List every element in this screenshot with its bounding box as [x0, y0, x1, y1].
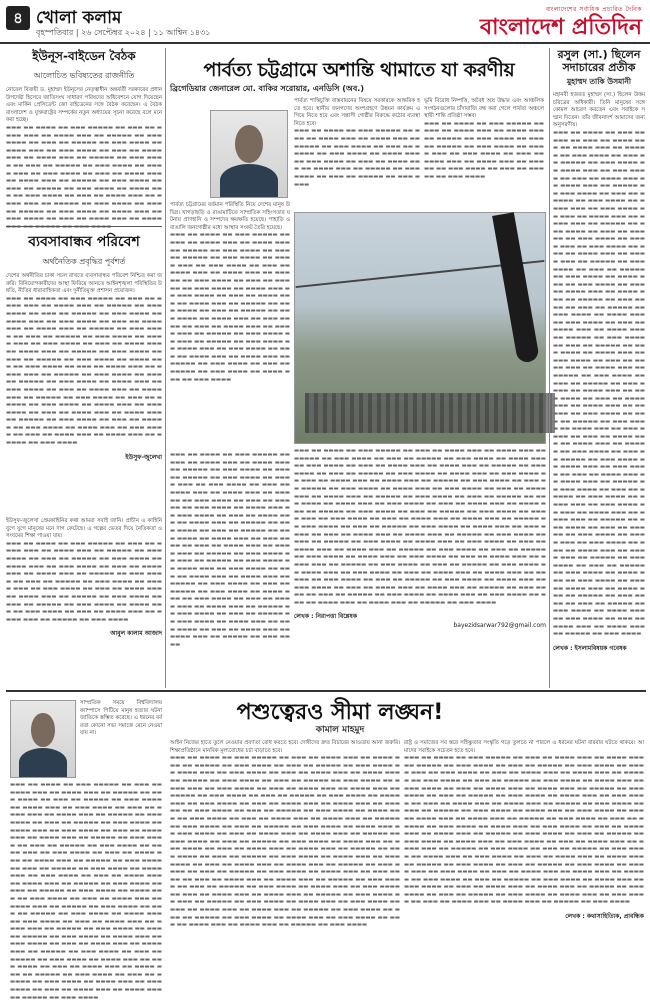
divider [6, 226, 162, 227]
brand-tagline: বাংলাদেশের সর্বাধিক প্রচারিত দৈনিক [545, 6, 642, 13]
lead-headline[interactable]: পার্বত্য চট্টগ্রামে অশান্তি থামাতে যা করণীয় [203, 59, 515, 81]
masthead [0, 0, 650, 44]
lead-author-note: লেখক : নিরাপত্তা বিশ্লেষক [294, 613, 358, 621]
article-prophet-character[interactable] [553, 48, 645, 688]
lead-body-text: পার্বত্য চট্টগ্রামের বর্তমান পরিস্থিতি নিয়ে দেশের মানুষ উদ্বিগ্ন। খাগড়াছড়ি ও রাঙামাটিতে সাম্প্রতিক সহিংসতার ঘটনায় প্রাণহানি ও সম্পদের ক্ষয়ক্ষতি হয়েছে। পাহাড়ি ও বাঙালি জনগোষ্ঠীর মধ্যে আস্থার সংকট তৈরি হয়েছে। [170, 202, 290, 231]
lead-photo [294, 212, 546, 444]
article-body-continued: ▬▬▬ ▬▬ ▬▬▬▬ ▬▬ ▬▬▬ ▬▬▬▬▬ ▬▬ ▬▬▬ ▬▬ ▬▬▬▬ ▬▬▬ ▬▬ ▬▬▬▬ ▬▬▬ ▬▬ ▬▬▬▬▬ ▬▬ ▬▬▬ ▬▬▬▬ ▬▬ ▬▬▬ ▬▬ ▬▬▬▬▬ ▬▬ ▬▬▬ ▬▬▬▬ ▬▬ ▬▬▬▬ ▬▬▬ ▬▬ ▬▬▬ ▬▬▬▬ ▬▬ ▬▬▬ ▬▬ ▬▬▬▬ ▬▬▬ ▬▬ ▬▬▬▬ ▬▬▬ ▬▬ ▬▬▬▬▬ ▬▬ ▬▬▬ ▬▬▬▬ ▬▬ ▬▬▬ ▬▬ ▬▬▬▬▬ ▬▬ ▬▬▬ ▬▬▬▬ ▬▬ ▬▬▬▬ ▬▬▬ ▬▬ ▬▬▬ ▬▬▬▬ ▬▬ ▬▬▬ ▬▬ ▬▬▬▬ ▬▬▬ ▬▬ ▬▬▬▬ ▬▬▬ ▬▬ ▬▬▬▬▬ ▬▬ ▬▬▬ ▬▬▬▬ ▬▬ ▬▬▬ ▬▬ ▬▬▬▬▬ ▬▬ ▬▬▬ ▬▬▬▬ ▬▬ ▬▬▬▬ ▬▬▬ ▬▬ ▬▬▬ ▬▬▬▬ ▬▬ ▬▬▬ ▬▬ ▬▬▬▬ ▬▬▬ ▬▬ ▬▬▬▬ ▬▬▬ ▬▬ ▬▬▬▬▬ ▬▬ ▬▬▬ ▬▬▬▬ ▬▬ ▬▬▬ ▬▬ ▬▬▬▬▬ ▬▬ ▬▬▬ ▬▬▬▬ ▬▬ ▬▬▬▬ ▬▬▬ ▬▬ ▬▬▬ ▬▬▬▬ ▬▬ ▬▬▬ ▬▬ ▬▬▬▬ ▬▬▬ ▬▬ ▬▬▬▬ ▬▬▬ ▬▬ ▬▬▬▬▬ ▬▬ ▬▬▬ ▬▬▬▬ ▬▬ ▬▬▬ ▬▬ ▬▬▬▬▬ ▬▬ ▬▬▬ ▬▬▬▬ ▬▬ ▬▬▬▬ ▬▬▬ ▬▬ ▬▬▬ ▬▬▬▬ ▬▬ ▬▬▬ ▬▬ ▬▬▬▬ ▬▬▬ ▬▬ ▬▬▬▬ ▬▬▬ ▬▬ ▬▬▬▬▬ ▬▬ ▬▬▬ ▬▬▬▬ ▬▬ ▬▬▬ ▬▬ ▬▬▬▬▬ ▬▬ ▬▬▬ ▬▬▬▬ ▬▬ ▬▬▬▬ ▬▬▬ ▬▬ ▬▬▬ ▬▬▬▬ ▬▬ ▬▬▬ ▬▬ ▬▬▬▬ ▬▬▬ ▬▬ ▬▬▬▬ ▬▬▬ ▬▬ ▬▬▬▬▬ ▬▬ ▬▬▬ ▬▬▬▬ [6, 295, 162, 447]
article-body: নোবেল বিজয়ী ড. মুহাম্মদ ইউনূসের নেতৃত্বাধীন অন্তর্বর্তী সরকারের প্রধান উপদেষ্টা হিসেবে জাতিসংঘ সাধারণ পরিষদের অধিবেশনে যোগ দিয়েছেন এবং মার্কিন প্রেসিডেন্ট জো বাইডেনের সঙ্গে বৈঠক করেছেন। এ বৈঠক বাংলাদেশ ও যুক্তরাষ্ট্রের সম্পর্কের নতুন অধ্যায়ের সূচনা করেছে বলে মনে করা হচ্ছে। [6, 87, 162, 124]
article-yusuf-zulekha[interactable] [6, 518, 162, 686]
bottom-body-continued: ▬▬▬ ▬▬ ▬▬▬▬ ▬▬ ▬▬▬ ▬▬▬▬▬ ▬▬ ▬▬▬ ▬▬ ▬▬▬▬ ▬▬▬ ▬▬ ▬▬▬▬ ▬▬▬ ▬▬ ▬▬▬▬▬ ▬▬ ▬▬▬ ▬▬▬▬ ▬▬ ▬▬▬ ▬▬ ▬▬▬▬▬ ▬▬ ▬▬▬ ▬▬▬▬ ▬▬ ▬▬▬▬ ▬▬▬ ▬▬ ▬▬▬ ▬▬▬▬ ▬▬ ▬▬▬ ▬▬ ▬▬▬▬ ▬▬▬ ▬▬ ▬▬▬▬ ▬▬▬ ▬▬ ▬▬▬▬▬ ▬▬ ▬▬▬ ▬▬▬▬ ▬▬ ▬▬▬ ▬▬ ▬▬▬▬▬ ▬▬ ▬▬▬ ▬▬▬▬ ▬▬ ▬▬▬▬ ▬▬▬ ▬▬ ▬▬▬ ▬▬▬▬ ▬▬ ▬▬▬ ▬▬ ▬▬▬▬ ▬▬▬ ▬▬ ▬▬▬▬ ▬▬▬ ▬▬ ▬▬▬▬▬ ▬▬ ▬▬▬ ▬▬▬▬ ▬▬ ▬▬▬ ▬▬ ▬▬▬▬▬ ▬▬ ▬▬▬ ▬▬▬▬ ▬▬ ▬▬▬▬ ▬▬▬ ▬▬ ▬▬▬ ▬▬▬▬ ▬▬ ▬▬▬ ▬▬ ▬▬▬▬ ▬▬▬ ▬▬ ▬▬▬▬ ▬▬▬ ▬▬ ▬▬▬▬▬ ▬▬ ▬▬▬ ▬▬▬▬ ▬▬ ▬▬▬ ▬▬ ▬▬▬▬▬ ▬▬ ▬▬▬ ▬▬▬▬ ▬▬ ▬▬▬▬ ▬▬▬ ▬▬ ▬▬▬ ▬▬▬▬ ▬▬ ▬▬▬ ▬▬ ▬▬▬▬ ▬▬▬ ▬▬ ▬▬▬▬ ▬▬▬ ▬▬ ▬▬▬▬▬ ▬▬ ▬▬▬ ▬▬▬▬ ▬▬ ▬▬▬ ▬▬ ▬▬▬▬▬ ▬▬ ▬▬▬ ▬▬▬▬ ▬▬ ▬▬▬▬ ▬▬▬ ▬▬ ▬▬▬ ▬▬▬▬ ▬▬ ▬▬▬ ▬▬ ▬▬▬▬ ▬▬▬ ▬▬ ▬▬▬▬ ▬▬▬ ▬▬ ▬▬▬▬▬ ▬▬ ▬▬▬ ▬▬▬▬ ▬▬ ▬▬▬ ▬▬ ▬▬▬▬▬ ▬▬ ▬▬▬ ▬▬▬▬ ▬▬ ▬▬▬▬ ▬▬▬ ▬▬ ▬▬▬ ▬▬▬▬ ▬▬ ▬▬▬ ▬▬ ▬▬▬▬ ▬▬▬ ▬▬ ▬▬▬▬ ▬▬▬ ▬▬ ▬▬▬▬▬ ▬▬ ▬▬▬ ▬▬▬▬ ▬▬ ▬▬▬ ▬▬ ▬▬▬▬▬ ▬▬ ▬▬▬ ▬▬▬▬ ▬▬ ▬▬▬▬ ▬▬▬ ▬▬ ▬▬▬ ▬▬▬▬ ▬▬ ▬▬▬ ▬▬ ▬▬▬▬ ▬▬▬ ▬▬ ▬▬▬▬ ▬▬▬ ▬▬ ▬▬▬▬▬ ▬▬ ▬▬▬ ▬▬▬▬ ▬▬ ▬▬▬ ▬▬ ▬▬▬▬▬ ▬▬ ▬▬▬ ▬▬▬▬ ▬▬ ▬▬▬▬ ▬▬▬ ▬▬ ▬▬▬ ▬▬▬▬ ▬▬ ▬▬▬ ▬▬ ▬▬▬▬ ▬▬▬ ▬▬ ▬▬▬▬ ▬▬▬ ▬▬ ▬▬▬▬▬ ▬▬ ▬▬▬ ▬▬▬▬ ▬▬ ▬▬▬ ▬▬ ▬▬▬▬▬ ▬▬ ▬▬▬ ▬▬▬▬ ▬▬ ▬▬▬▬ ▬▬▬ ▬▬ ▬▬▬ ▬▬▬▬ ▬▬ ▬▬▬ ▬▬ ▬▬▬▬ ▬▬▬ ▬▬ ▬▬▬▬ ▬▬▬ ▬▬ ▬▬▬▬▬ ▬▬ ▬▬▬ ▬▬▬▬ ▬▬ ▬▬▬ ▬▬ ▬▬▬▬▬ ▬▬ ▬▬▬ ▬▬▬▬ ▬▬ ▬▬▬▬ ▬▬▬ ▬▬ ▬▬▬ ▬▬▬▬ ▬▬ ▬▬▬ ▬▬ ▬▬▬▬ ▬▬▬ ▬▬ ▬▬▬▬ ▬▬▬ ▬▬ ▬▬▬▬▬ ▬▬ ▬▬▬ ▬▬▬▬ ▬▬ ▬▬▬ ▬▬ ▬▬▬▬▬ ▬▬ ▬▬▬ ▬▬▬▬ ▬▬ ▬▬▬▬ ▬▬▬ ▬▬ ▬▬▬ ▬▬▬▬ ▬▬ ▬▬▬ ▬▬ ▬▬▬▬ ▬▬▬ ▬▬ ▬▬▬▬ ▬▬▬ ▬▬ ▬▬▬▬▬ ▬▬ ▬▬▬ ▬▬▬▬ [170, 755, 400, 929]
issue-date: বৃহস্পতিবার | ২৬ সেপ্টেম্বর ২০২৪ | ১১ আশ্বিন ১৪৩১ [36, 28, 211, 37]
brand-logo[interactable] [480, 4, 642, 41]
lead-body-continued: ▬▬▬ ▬▬ ▬▬▬▬ ▬▬ ▬▬▬ ▬▬▬▬▬ ▬▬ ▬▬▬ ▬▬ ▬▬▬▬ ▬▬▬ ▬▬ ▬▬▬▬ ▬▬▬ ▬▬ ▬▬▬▬▬ ▬▬ ▬▬▬ ▬▬▬▬ ▬▬ ▬▬▬ ▬▬ ▬▬▬▬▬ ▬▬ ▬▬▬ ▬▬▬▬ ▬▬ ▬▬▬▬ ▬▬▬ ▬▬ ▬▬▬ ▬▬▬▬ ▬▬ ▬▬▬ ▬▬ ▬▬▬▬ ▬▬▬ ▬▬ ▬▬▬▬ ▬▬▬ ▬▬ ▬▬▬▬▬ ▬▬ ▬▬▬ ▬▬▬▬ ▬▬ ▬▬▬ ▬▬ ▬▬▬▬▬ ▬▬ ▬▬▬ ▬▬▬▬ ▬▬ ▬▬▬▬ ▬▬▬ ▬▬ ▬▬▬ ▬▬▬▬ ▬▬ ▬▬▬ ▬▬ ▬▬▬▬ ▬▬▬ ▬▬ ▬▬▬▬ ▬▬▬ ▬▬ ▬▬▬▬▬ ▬▬ ▬▬▬ ▬▬▬▬ ▬▬ ▬▬▬ ▬▬ ▬▬▬▬▬ ▬▬ ▬▬▬ ▬▬▬▬ ▬▬ ▬▬▬▬ ▬▬▬ ▬▬ ▬▬▬ ▬▬▬▬ ▬▬ ▬▬▬ ▬▬ ▬▬▬▬ ▬▬▬ ▬▬ ▬▬▬▬ ▬▬▬ ▬▬ ▬▬▬▬▬ ▬▬ ▬▬▬ ▬▬▬▬ ▬▬ ▬▬▬ ▬▬ ▬▬▬▬▬ ▬▬ ▬▬▬ ▬▬▬▬ ▬▬ ▬▬▬▬ ▬▬▬ ▬▬ ▬▬▬ ▬▬▬▬ ▬▬ ▬▬▬ ▬▬ ▬▬▬▬ ▬▬▬ ▬▬ ▬▬▬▬ ▬▬▬ ▬▬ ▬▬▬▬▬ ▬▬ ▬▬▬ ▬▬▬▬ ▬▬ ▬▬▬ ▬▬ ▬▬▬▬▬ ▬▬ ▬▬▬ ▬▬▬▬ ▬▬ ▬▬▬▬ ▬▬▬ ▬▬ ▬▬▬ ▬▬▬▬ ▬▬ ▬▬▬ ▬▬ ▬▬▬▬ ▬▬▬ ▬▬ ▬▬▬▬ ▬▬▬ ▬▬ ▬▬▬▬▬ ▬▬ ▬▬▬ ▬▬▬▬ ▬▬ ▬▬▬ ▬▬ ▬▬▬▬▬ ▬▬ ▬▬▬ ▬▬▬▬ ▬▬ ▬▬▬▬ ▬▬▬ ▬▬ ▬▬▬ ▬▬▬▬ ▬▬ ▬▬▬ ▬▬ ▬▬▬▬ ▬▬▬ ▬▬ ▬▬▬▬ ▬▬▬ ▬▬ ▬▬▬▬▬ ▬▬ ▬▬▬ ▬▬▬▬ ▬▬ ▬▬▬ ▬▬ ▬▬▬▬▬ ▬▬ ▬▬▬ ▬▬▬▬ ▬▬ ▬▬▬▬ ▬▬▬ ▬▬ ▬▬▬ ▬▬▬▬ ▬▬ ▬▬▬ ▬▬ ▬▬▬▬ ▬▬▬ ▬▬ ▬▬▬▬ ▬▬▬ ▬▬ ▬▬▬▬▬ ▬▬ ▬▬▬ ▬▬▬▬ ▬▬ ▬▬▬ ▬▬ ▬▬▬▬▬ ▬▬ ▬▬▬ ▬▬▬▬ ▬▬ ▬▬▬▬ ▬▬▬ ▬▬ ▬▬▬ ▬▬▬▬ ▬▬ ▬▬▬ ▬▬ ▬▬▬▬ ▬▬▬ ▬▬ ▬▬▬▬ ▬▬▬ ▬▬ ▬▬▬▬▬ ▬▬ ▬▬▬ ▬▬▬▬ ▬▬ ▬▬▬ ▬▬ ▬▬▬▬▬ ▬▬ ▬▬▬ ▬▬▬▬ ▬▬ ▬▬▬▬ ▬▬▬ ▬▬ ▬▬▬ ▬▬▬▬ ▬▬ ▬▬▬ ▬▬ ▬▬▬▬ ▬▬▬ ▬▬ ▬▬▬▬ ▬▬▬ ▬▬ ▬▬▬▬▬ ▬▬ ▬▬▬ ▬▬▬▬ ▬▬ ▬▬▬ ▬▬ ▬▬▬▬▬ ▬▬ ▬▬▬ ▬▬▬▬ ▬▬ ▬▬▬▬ ▬▬▬ ▬▬ ▬▬▬ ▬▬▬▬ ▬▬ ▬▬▬ ▬▬ ▬▬▬▬ ▬▬▬ ▬▬ ▬▬▬▬ ▬▬▬ ▬▬ ▬▬▬▬▬ ▬▬ ▬▬▬ ▬▬▬▬ ▬▬ ▬▬▬ ▬▬ ▬▬▬▬▬ ▬▬ ▬▬▬ ▬▬▬▬ ▬▬ ▬▬▬▬ ▬▬▬ ▬▬ ▬▬▬ ▬▬▬▬ ▬▬ ▬▬▬ ▬▬ ▬▬▬▬ ▬▬▬ ▬▬ ▬▬▬▬ ▬▬▬ ▬▬ ▬▬▬▬▬ ▬▬ ▬▬▬ ▬▬▬▬ [294, 448, 546, 606]
bottom-body-text: আইন নিজের হাতে তুলে নেওয়ার প্রবণতা রোধ করতে হবে। দোষীদের দ্রুত বিচারের আওতায় আনা জরুরি। শিক্ষাপ্রতিষ্ঠানে মানবিক মূল্যবোধের চর্চা বাড়াতে হবে। [170, 740, 400, 754]
lead-body-col3-top [424, 98, 544, 208]
column-divider [549, 48, 550, 688]
bottom-body-continued: ▬▬▬ ▬▬ ▬▬▬▬ ▬▬ ▬▬▬ ▬▬▬▬▬ ▬▬ ▬▬▬ ▬▬ ▬▬▬▬ ▬▬▬ ▬▬ ▬▬▬▬ ▬▬▬ ▬▬ ▬▬▬▬▬ ▬▬ ▬▬▬ ▬▬▬▬ ▬▬ ▬▬▬ ▬▬ ▬▬▬▬▬ ▬▬ ▬▬▬ ▬▬▬▬ ▬▬ ▬▬▬▬ ▬▬▬ ▬▬ ▬▬▬ ▬▬▬▬ ▬▬ ▬▬▬ ▬▬ ▬▬▬▬ ▬▬▬ ▬▬ ▬▬▬▬ ▬▬▬ ▬▬ ▬▬▬▬▬ ▬▬ ▬▬▬ ▬▬▬▬ ▬▬ ▬▬▬ ▬▬ ▬▬▬▬▬ ▬▬ ▬▬▬ ▬▬▬▬ ▬▬ ▬▬▬▬ ▬▬▬ ▬▬ ▬▬▬ ▬▬▬▬ ▬▬ ▬▬▬ ▬▬ ▬▬▬▬ ▬▬▬ ▬▬ ▬▬▬▬ ▬▬▬ ▬▬ ▬▬▬▬▬ ▬▬ ▬▬▬ ▬▬▬▬ ▬▬ ▬▬▬ ▬▬ ▬▬▬▬▬ ▬▬ ▬▬▬ ▬▬▬▬ ▬▬ ▬▬▬▬ ▬▬▬ ▬▬ ▬▬▬ ▬▬▬▬ ▬▬ ▬▬▬ ▬▬ ▬▬▬▬ ▬▬▬ ▬▬ ▬▬▬▬ ▬▬▬ ▬▬ ▬▬▬▬▬ ▬▬ ▬▬▬ ▬▬▬▬ ▬▬ ▬▬▬ ▬▬ ▬▬▬▬▬ ▬▬ ▬▬▬ ▬▬▬▬ ▬▬ ▬▬▬▬ ▬▬▬ ▬▬ ▬▬▬ ▬▬▬▬ ▬▬ ▬▬▬ ▬▬ ▬▬▬▬ ▬▬▬ ▬▬ ▬▬▬▬ ▬▬▬ ▬▬ ▬▬▬▬▬ ▬▬ ▬▬▬ ▬▬▬▬ ▬▬ ▬▬▬ ▬▬ ▬▬▬▬▬ ▬▬ ▬▬▬ ▬▬▬▬ ▬▬ ▬▬▬▬ ▬▬▬ ▬▬ ▬▬▬ ▬▬▬▬ ▬▬ ▬▬▬ ▬▬ ▬▬▬▬ ▬▬▬ ▬▬ ▬▬▬▬ ▬▬▬ ▬▬ ▬▬▬▬▬ ▬▬ ▬▬▬ ▬▬▬▬ ▬▬ ▬▬▬ ▬▬ ▬▬▬▬▬ ▬▬ ▬▬▬ ▬▬▬▬ ▬▬ ▬▬▬▬ ▬▬▬ ▬▬ ▬▬▬ ▬▬▬▬ ▬▬ ▬▬▬ ▬▬ ▬▬▬▬ ▬▬▬ ▬▬ ▬▬▬▬ ▬▬▬ ▬▬ ▬▬▬▬▬ ▬▬ ▬▬▬ ▬▬▬▬ ▬▬ ▬▬▬ ▬▬ ▬▬▬▬▬ ▬▬ ▬▬▬ ▬▬▬▬ ▬▬ ▬▬▬▬ ▬▬▬ ▬▬ ▬▬▬ ▬▬▬▬ ▬▬ ▬▬▬ ▬▬ ▬▬▬▬ ▬▬▬ ▬▬ ▬▬▬▬ ▬▬▬ ▬▬ ▬▬▬▬▬ ▬▬ ▬▬▬ ▬▬▬▬ ▬▬ ▬▬▬ ▬▬ ▬▬▬▬▬ ▬▬ ▬▬▬ ▬▬▬▬ ▬▬ ▬▬▬▬ ▬▬▬ ▬▬ ▬▬▬ ▬▬▬▬ ▬▬ ▬▬▬ ▬▬ ▬▬▬▬ ▬▬▬ ▬▬ ▬▬▬▬ ▬▬▬ ▬▬ ▬▬▬▬▬ ▬▬ ▬▬▬ ▬▬▬▬ ▬▬ ▬▬▬ ▬▬ ▬▬▬▬▬ ▬▬ ▬▬▬ ▬▬▬▬ ▬▬ ▬▬▬▬ ▬▬▬ ▬▬ ▬▬▬ ▬▬▬▬ ▬▬ ▬▬▬ ▬▬ ▬▬▬▬ ▬▬▬ ▬▬ ▬▬▬▬ ▬▬▬ ▬▬ ▬▬▬▬▬ ▬▬ ▬▬▬ ▬▬▬▬ [10, 782, 162, 1001]
section-divider [6, 690, 646, 692]
columnist-photo [10, 700, 76, 778]
article-kicker: অর্থনৈতিক প্রবৃদ্ধির পূর্বশর্ত [42, 257, 126, 266]
lead-body-continued: ▬▬▬ ▬▬ ▬▬▬▬ ▬▬ ▬▬▬ ▬▬▬▬▬ ▬▬ ▬▬▬ ▬▬ ▬▬▬▬ ▬▬▬ ▬▬ ▬▬▬▬ ▬▬▬ ▬▬ ▬▬▬▬▬ ▬▬ ▬▬▬ ▬▬▬▬ ▬▬ ▬▬▬ ▬▬ ▬▬▬▬▬ ▬▬ ▬▬▬ ▬▬▬▬ ▬▬ ▬▬▬▬ ▬▬▬ ▬▬ ▬▬▬ ▬▬▬▬ ▬▬ ▬▬▬ ▬▬ ▬▬▬▬ ▬▬▬ ▬▬ ▬▬▬▬ ▬▬▬ ▬▬ ▬▬▬▬▬ ▬▬ ▬▬▬ ▬▬▬▬ ▬▬ ▬▬▬ ▬▬ ▬▬▬▬▬ ▬▬ ▬▬▬ ▬▬▬▬ ▬▬ ▬▬▬▬ ▬▬▬ ▬▬ ▬▬▬ ▬▬▬▬ ▬▬ ▬▬▬ ▬▬ ▬▬▬▬ ▬▬▬ ▬▬ ▬▬▬▬ ▬▬▬ ▬▬ ▬▬▬▬▬ ▬▬ ▬▬▬ ▬▬▬▬ ▬▬ ▬▬▬ ▬▬ ▬▬▬▬▬ ▬▬ ▬▬▬ ▬▬▬▬ ▬▬ ▬▬▬▬ ▬▬▬ ▬▬ ▬▬▬ ▬▬▬▬ ▬▬ ▬▬▬ ▬▬ ▬▬▬▬ ▬▬▬ ▬▬ ▬▬▬▬ ▬▬▬ ▬▬ ▬▬▬▬▬ ▬▬ ▬▬▬ ▬▬▬▬ ▬▬ ▬▬▬ ▬▬ ▬▬▬▬▬ ▬▬ ▬▬▬ ▬▬▬▬ ▬▬ ▬▬▬▬ ▬▬▬ ▬▬ ▬▬▬ ▬▬▬▬ ▬▬ ▬▬▬ ▬▬ ▬▬▬▬ ▬▬▬ ▬▬ ▬▬▬▬ ▬▬▬ ▬▬ ▬▬▬▬▬ ▬▬ ▬▬▬ ▬▬▬▬ ▬▬ ▬▬▬ ▬▬ ▬▬▬▬▬ ▬▬ ▬▬▬ ▬▬▬▬ ▬▬ ▬▬▬▬ ▬▬▬ ▬▬ ▬▬▬ ▬▬▬▬ [170, 232, 290, 383]
article-body-continued: ▬▬▬ ▬▬ ▬▬▬▬ ▬▬ ▬▬▬ ▬▬▬▬▬ ▬▬ ▬▬▬ ▬▬ ▬▬▬▬ ▬▬▬ ▬▬ ▬▬▬▬ ▬▬▬ ▬▬ ▬▬▬▬▬ ▬▬ ▬▬▬ ▬▬▬▬ ▬▬ ▬▬▬ ▬▬ ▬▬▬▬▬ ▬▬ ▬▬▬ ▬▬▬▬ ▬▬ ▬▬▬▬ ▬▬▬ ▬▬ ▬▬▬ ▬▬▬▬ ▬▬ ▬▬▬ ▬▬ ▬▬▬▬ ▬▬▬ ▬▬ ▬▬▬▬ ▬▬▬ ▬▬ ▬▬▬▬▬ ▬▬ ▬▬▬ ▬▬▬▬ ▬▬ ▬▬▬ ▬▬ ▬▬▬▬▬ ▬▬ ▬▬▬ ▬▬▬▬ ▬▬ ▬▬▬▬ ▬▬▬ ▬▬ ▬▬▬ ▬▬▬▬ ▬▬ ▬▬▬ ▬▬ ▬▬▬▬ ▬▬▬ ▬▬ ▬▬▬▬ ▬▬▬ ▬▬ ▬▬▬▬▬ ▬▬ ▬▬▬ ▬▬▬▬ ▬▬ ▬▬▬ ▬▬ ▬▬▬▬▬ ▬▬ ▬▬▬ ▬▬▬▬ ▬▬ ▬▬▬▬ ▬▬▬ ▬▬ ▬▬▬ ▬▬▬▬ ▬▬ ▬▬▬ ▬▬ ▬▬▬▬ ▬▬▬ ▬▬ ▬▬▬▬ ▬▬▬ ▬▬ ▬▬▬▬▬ ▬▬ ▬▬▬ ▬▬▬▬ [6, 540, 162, 623]
lead-body-col1 [170, 202, 290, 450]
lead-body-continued: ▬▬▬ ▬▬ ▬▬▬▬ ▬▬ ▬▬▬ ▬▬▬▬▬ ▬▬ ▬▬▬ ▬▬ ▬▬▬▬ ▬▬▬ ▬▬ ▬▬▬▬ ▬▬▬ ▬▬ ▬▬▬▬▬ ▬▬ ▬▬▬ ▬▬▬▬ ▬▬ ▬▬▬ ▬▬ ▬▬▬▬▬ ▬▬ ▬▬▬ ▬▬▬▬ ▬▬ ▬▬▬▬ ▬▬▬ ▬▬ ▬▬▬ ▬▬▬▬ ▬▬ ▬▬▬ ▬▬ ▬▬▬▬ ▬▬▬ ▬▬ ▬▬▬▬ ▬▬▬ ▬▬ ▬▬▬▬▬ ▬▬ ▬▬▬ ▬▬▬▬ ▬▬ ▬▬▬ ▬▬ ▬▬▬▬▬ ▬▬ ▬▬▬ ▬▬▬▬ [294, 128, 420, 188]
bottom-body-right [404, 740, 644, 980]
article-headline: রসুল (সা.) ছিলেন সদাচারের প্রতীক [557, 48, 641, 74]
lead-byline: ব্রিগেডিয়ার জেনারেল মো. বাকির সরোয়ার, এনডিসি (অব.) [170, 84, 364, 93]
bottom-headline[interactable]: পশুত্বেরও সীমা লঙ্ঘন! [236, 700, 444, 725]
lead-body-text: ভূমি বিরোধ নিষ্পত্তি, অবৈধ অস্ত্র উদ্ধার এবং আঞ্চলিক সংগঠনগুলোর চাঁদাবাজি বন্ধ করা গেলে পার্বত্য অঞ্চলে স্থায়ী শান্তি প্রতিষ্ঠা সম্ভব। [424, 98, 544, 120]
article-headline: ব্যবসাবান্ধব পরিবেশ [28, 234, 140, 250]
article-body: ইউসুফ-জুলেখা প্রেমকাহিনির কথা আমরা সবাই জানি। প্রাচীন এ কাহিনি যুগে যুগে মানুষের মনে দাগ কেটেছে। এ গল্পের ভেতর দিয়ে নৈতিকতা ও সংযমের শিক্ষা পাওয়া যায়। [6, 518, 162, 540]
article-body: মহানবী হজরত মুহাম্মদ (সা.) ছিলেন উত্তম চরিত্রের অধিকারী। তিনি মানুষের সঙ্গে কোমল আচরণ করতেন এবং সবাইকে সম্মান দিতেন। তাঁর জীবনাদর্শ আমাদের জন্য অনুসরণীয়। [553, 92, 645, 129]
article-byline: মুহাম্মদ তাকি উসমানী [567, 77, 631, 86]
lead-body-continued: ▬▬▬ ▬▬ ▬▬▬▬ ▬▬ ▬▬▬ ▬▬▬▬▬ ▬▬ ▬▬▬ ▬▬ ▬▬▬▬ ▬▬▬ ▬▬ ▬▬▬▬ ▬▬▬ ▬▬ ▬▬▬▬▬ ▬▬ ▬▬▬ ▬▬▬▬ ▬▬ ▬▬▬ ▬▬ ▬▬▬▬▬ ▬▬ ▬▬▬ ▬▬▬▬ ▬▬ ▬▬▬▬ ▬▬▬ ▬▬ ▬▬▬ ▬▬▬▬ ▬▬ ▬▬▬ ▬▬ ▬▬▬▬ ▬▬▬ ▬▬ ▬▬▬▬ ▬▬▬ ▬▬ ▬▬▬▬▬ ▬▬ ▬▬▬ ▬▬▬▬ ▬▬ ▬▬▬ ▬▬ ▬▬▬▬▬ ▬▬ ▬▬▬ ▬▬▬▬ [424, 120, 544, 180]
lead-body-text: পার্বত্য শান্তিচুক্তি বাস্তবায়নের বিষয়ে সরকারকে আন্তরিক হতে হবে। স্থানীয় জনগণের অংশগ্রহণে উন্নয়ন কার্যক্রম এগিয়ে নিতে হবে এবং সন্ত্রাসী গোষ্ঠীর বিরুদ্ধে কঠোর ব্যবস্থা নিতে হবে। [294, 98, 420, 127]
bottom-body-left [10, 782, 162, 1001]
column-divider [165, 48, 166, 688]
article-business-environment[interactable] [6, 230, 162, 515]
article-body: দেশের অর্থনীতির চাকা সচল রাখতে ব্যবসাবান্ধব পরিবেশ নিশ্চিত করা জরুরি। বিনিয়োগকারীদের আস্থা ফিরিয়ে আনতে আইনশৃঙ্খলা পরিস্থিতির উন্নতি, নীতির ধারাবাহিকতা এবং দুর্নীতিমুক্ত প্রশাসন প্রয়োজন। [6, 273, 162, 295]
page-number: ৪ [6, 6, 30, 30]
brand-name: বাংলাদেশ প্রতিদিন [479, 15, 642, 40]
lead-body-col2-top [294, 98, 420, 208]
author-photo [210, 110, 288, 198]
lead-body-continued: ▬▬▬ ▬▬ ▬▬▬▬ ▬▬ ▬▬▬ ▬▬▬▬▬ ▬▬ ▬▬▬ ▬▬ ▬▬▬▬ ▬▬▬ ▬▬ ▬▬▬▬ ▬▬▬ ▬▬ ▬▬▬▬▬ ▬▬ ▬▬▬ ▬▬▬▬ ▬▬ ▬▬▬ ▬▬ ▬▬▬▬▬ ▬▬ ▬▬▬ ▬▬▬▬ ▬▬ ▬▬▬▬ ▬▬▬ ▬▬ ▬▬▬ ▬▬▬▬ ▬▬ ▬▬▬ ▬▬ ▬▬▬▬ ▬▬▬ ▬▬ ▬▬▬▬ ▬▬▬ ▬▬ ▬▬▬▬▬ ▬▬ ▬▬▬ ▬▬▬▬ ▬▬ ▬▬▬ ▬▬ ▬▬▬▬▬ ▬▬ ▬▬▬ ▬▬▬▬ ▬▬ ▬▬▬▬ ▬▬▬ ▬▬ ▬▬▬ ▬▬▬▬ ▬▬ ▬▬▬ ▬▬ ▬▬▬▬ ▬▬▬ ▬▬ ▬▬▬▬ ▬▬▬ ▬▬ ▬▬▬▬▬ ▬▬ ▬▬▬ ▬▬▬▬ ▬▬ ▬▬▬ ▬▬ ▬▬▬▬▬ ▬▬ ▬▬▬ ▬▬▬▬ ▬▬ ▬▬▬▬ ▬▬▬ ▬▬ ▬▬▬ ▬▬▬▬ ▬▬ ▬▬▬ ▬▬ ▬▬▬▬ ▬▬▬ ▬▬ ▬▬▬▬ ▬▬▬ ▬▬ ▬▬▬▬▬ ▬▬ ▬▬▬ ▬▬▬▬ ▬▬ ▬▬▬ ▬▬ ▬▬▬▬▬ ▬▬ ▬▬▬ ▬▬▬▬ ▬▬ ▬▬▬▬ ▬▬▬ ▬▬ ▬▬▬ ▬▬▬▬ ▬▬ ▬▬▬ ▬▬ ▬▬▬▬ ▬▬▬ ▬▬ ▬▬▬▬ ▬▬▬ ▬▬ ▬▬▬▬▬ ▬▬ ▬▬▬ ▬▬▬▬ ▬▬ ▬▬▬ ▬▬ ▬▬▬▬▬ ▬▬ ▬▬▬ ▬▬▬▬ ▬▬ ▬▬▬▬ ▬▬▬ ▬▬ ▬▬▬ ▬▬▬▬ ▬▬ ▬▬▬ ▬▬ ▬▬▬▬ ▬▬▬ ▬▬ ▬▬▬▬ ▬▬▬ ▬▬ ▬▬▬▬▬ ▬▬ ▬▬▬ ▬▬▬▬ ▬▬ ▬▬▬ ▬▬ ▬▬▬▬▬ ▬▬ ▬▬▬ ▬▬▬▬ ▬▬ ▬▬▬▬ ▬▬▬ ▬▬ ▬▬▬ ▬▬▬▬ ▬▬ ▬▬▬ ▬▬ ▬▬▬▬ ▬▬▬ ▬▬ ▬▬▬▬ ▬▬▬ ▬▬ ▬▬▬▬▬ ▬▬ ▬▬▬ ▬▬▬▬ [170, 452, 290, 648]
article-headline: ইউনূস-বাইডেন বৈঠক [32, 49, 136, 63]
lead-body-lower [294, 448, 546, 684]
bottom-body-mid [170, 740, 400, 980]
bottom-body-text: রাষ্ট্র ও সমাজের সব স্তরে সহিষ্ণুতার সংস্কৃতি গড়ে তুলতে না পারলে এ ধরনের ঘটনা বারবার ঘটতে থাকবে। আমাদের সবাইকে সচেতন হতে হবে। [404, 740, 644, 754]
lead-body-col1-lower [170, 452, 290, 684]
lead-author-email[interactable]: bayezidsarwar792@gmail.com [453, 622, 546, 630]
article-body-continued: ▬▬▬ ▬▬ ▬▬▬▬ ▬▬ ▬▬▬ ▬▬▬▬▬ ▬▬ ▬▬▬ ▬▬ ▬▬▬▬ ▬▬▬ ▬▬ ▬▬▬▬ ▬▬▬ ▬▬ ▬▬▬▬▬ ▬▬ ▬▬▬ ▬▬▬▬ ▬▬ ▬▬▬ ▬▬ ▬▬▬▬▬ ▬▬ ▬▬▬ ▬▬▬▬ ▬▬ ▬▬▬▬ ▬▬▬ ▬▬ ▬▬▬ ▬▬▬▬ ▬▬ ▬▬▬ ▬▬ ▬▬▬▬ ▬▬▬ ▬▬ ▬▬▬▬ ▬▬▬ ▬▬ ▬▬▬▬▬ ▬▬ ▬▬▬ ▬▬▬▬ ▬▬ ▬▬▬ ▬▬ ▬▬▬▬▬ ▬▬ ▬▬▬ ▬▬▬▬ ▬▬ ▬▬▬▬ ▬▬▬ ▬▬ ▬▬▬ ▬▬▬▬ ▬▬ ▬▬▬ ▬▬ ▬▬▬▬ ▬▬▬ ▬▬ ▬▬▬▬ ▬▬▬ ▬▬ ▬▬▬▬▬ ▬▬ ▬▬▬ ▬▬▬▬ ▬▬ ▬▬▬ ▬▬ ▬▬▬▬▬ ▬▬ ▬▬▬ ▬▬▬▬ ▬▬ ▬▬▬▬ ▬▬▬ ▬▬ ▬▬▬ ▬▬▬▬ ▬▬ ▬▬▬ ▬▬ ▬▬▬▬ ▬▬▬ ▬▬ ▬▬▬▬ ▬▬▬ ▬▬ ▬▬▬▬▬ ▬▬ ▬▬▬ ▬▬▬▬ ▬▬ ▬▬▬ ▬▬ ▬▬▬▬▬ ▬▬ ▬▬▬ ▬▬▬▬ ▬▬ ▬▬▬▬ ▬▬▬ ▬▬ ▬▬▬ ▬▬▬▬ ▬▬ ▬▬▬ ▬▬ ▬▬▬▬ ▬▬▬ ▬▬ ▬▬▬▬ ▬▬▬ ▬▬ ▬▬▬▬▬ ▬▬ ▬▬▬ ▬▬▬▬ ▬▬ ▬▬▬ ▬▬ ▬▬▬▬▬ ▬▬ ▬▬▬ ▬▬▬▬ ▬▬ ▬▬▬▬ ▬▬▬ ▬▬ ▬▬▬ ▬▬▬▬ ▬▬ ▬▬▬ ▬▬ ▬▬▬▬ ▬▬▬ ▬▬ ▬▬▬▬ ▬▬▬ ▬▬ ▬▬▬▬▬ ▬▬ ▬▬▬ ▬▬▬▬ ▬▬ ▬▬▬ ▬▬ ▬▬▬▬▬ ▬▬ ▬▬▬ ▬▬▬▬ ▬▬ ▬▬▬▬ ▬▬▬ ▬▬ ▬▬▬ ▬▬▬▬ ▬▬ ▬▬▬ ▬▬ ▬▬▬▬ ▬▬▬ ▬▬ ▬▬▬▬ ▬▬▬ ▬▬ ▬▬▬▬▬ ▬▬ ▬▬▬ ▬▬▬▬ ▬▬ ▬▬▬ ▬▬ ▬▬▬▬▬ ▬▬ ▬▬▬ ▬▬▬▬ ▬▬ ▬▬▬▬ ▬▬▬ ▬▬ ▬▬▬ ▬▬▬▬ ▬▬ ▬▬▬ ▬▬ ▬▬▬▬ ▬▬▬ ▬▬ ▬▬▬▬ ▬▬▬ ▬▬ ▬▬▬▬▬ ▬▬ ▬▬▬ ▬▬▬▬ ▬▬ ▬▬▬ ▬▬ ▬▬▬▬▬ ▬▬ ▬▬▬ ▬▬▬▬ ▬▬ ▬▬▬▬ ▬▬▬ ▬▬ ▬▬▬ ▬▬▬▬ ▬▬ ▬▬▬ ▬▬ ▬▬▬▬ ▬▬▬ ▬▬ ▬▬▬▬ ▬▬▬ ▬▬ ▬▬▬▬▬ ▬▬ ▬▬▬ ▬▬▬▬ ▬▬ ▬▬▬ ▬▬ ▬▬▬▬▬ ▬▬ ▬▬▬ ▬▬▬▬ ▬▬ ▬▬▬▬ ▬▬▬ ▬▬ ▬▬▬ ▬▬▬▬ ▬▬ ▬▬▬ ▬▬ ▬▬▬▬ ▬▬▬ ▬▬ ▬▬▬▬ ▬▬▬ ▬▬ ▬▬▬▬▬ ▬▬ ▬▬▬ ▬▬▬▬ ▬▬ ▬▬▬ ▬▬ ▬▬▬▬▬ ▬▬ ▬▬▬ ▬▬▬▬ ▬▬ ▬▬▬▬ ▬▬▬ ▬▬ ▬▬▬ ▬▬▬▬ ▬▬ ▬▬▬ ▬▬ ▬▬▬▬ ▬▬▬ ▬▬ ▬▬▬▬ ▬▬▬ ▬▬ ▬▬▬▬▬ ▬▬ ▬▬▬ ▬▬▬▬ ▬▬ ▬▬▬ ▬▬ ▬▬▬▬▬ ▬▬ ▬▬▬ ▬▬▬▬ ▬▬ ▬▬▬▬ ▬▬▬ ▬▬ ▬▬▬ ▬▬▬▬ ▬▬ ▬▬▬ ▬▬ ▬▬▬▬ ▬▬▬ ▬▬ ▬▬▬▬ ▬▬▬ ▬▬ ▬▬▬▬▬ ▬▬ ▬▬▬ ▬▬▬▬ ▬▬ ▬▬▬ ▬▬ ▬▬▬▬▬ ▬▬ ▬▬▬ ▬▬▬▬ ▬▬ ▬▬▬▬ ▬▬▬ ▬▬ ▬▬▬ ▬▬▬▬ ▬▬ ▬▬▬ ▬▬ ▬▬▬▬ ▬▬▬ ▬▬ ▬▬▬▬ ▬▬▬ ▬▬ ▬▬▬▬▬ ▬▬ ▬▬▬ ▬▬▬▬ ▬▬ ▬▬▬ ▬▬ ▬▬▬▬▬ ▬▬ ▬▬▬ ▬▬▬▬ ▬▬ ▬▬▬▬ ▬▬▬ ▬▬ ▬▬▬ ▬▬▬▬ ▬▬ ▬▬▬ ▬▬ ▬▬▬▬ ▬▬▬ ▬▬ ▬▬▬▬ ▬▬▬ ▬▬ ▬▬▬▬▬ ▬▬ ▬▬▬ ▬▬▬▬ [553, 129, 645, 638]
bottom-author-note: লেখক : কথাসাহিত্যিক, প্রাবন্ধিক [565, 913, 644, 921]
article-author: আবুল কালাম আজাদ [110, 630, 162, 638]
bottom-body-col1 [80, 700, 162, 778]
bottom-body-text: সাম্প্রতিক সময়ে বিশ্ববিদ্যালয় ক্যাম্পাসে পিটিয়ে মানুষ হত্যার ঘটনা জাতিকে স্তম্ভিত করেছে। এ ধরনের বর্বরতা কোনো সভ্য সমাজে মেনে নেওয়া যায় না। [80, 700, 162, 737]
article-body-continued: ▬▬▬ ▬▬ ▬▬▬▬ ▬▬ ▬▬▬ ▬▬▬▬▬ ▬▬ ▬▬▬ ▬▬ ▬▬▬▬ ▬▬▬ ▬▬ ▬▬▬▬ ▬▬▬ ▬▬ ▬▬▬▬▬ ▬▬ ▬▬▬ ▬▬▬▬ ▬▬ ▬▬▬ ▬▬ ▬▬▬▬▬ ▬▬ ▬▬▬ ▬▬▬▬ ▬▬ ▬▬▬▬ ▬▬▬ ▬▬ ▬▬▬ ▬▬▬▬ ▬▬ ▬▬▬ ▬▬ ▬▬▬▬ ▬▬▬ ▬▬ ▬▬▬▬ ▬▬▬ ▬▬ ▬▬▬▬▬ ▬▬ ▬▬▬ ▬▬▬▬ ▬▬ ▬▬▬ ▬▬ ▬▬▬▬▬ ▬▬ ▬▬▬ ▬▬▬▬ ▬▬ ▬▬▬▬ ▬▬▬ ▬▬ ▬▬▬ ▬▬▬▬ ▬▬ ▬▬▬ ▬▬ ▬▬▬▬ ▬▬▬ ▬▬ ▬▬▬▬ ▬▬▬ ▬▬ ▬▬▬▬▬ ▬▬ ▬▬▬ ▬▬▬▬ ▬▬ ▬▬▬ ▬▬ ▬▬▬▬▬ ▬▬ ▬▬▬ ▬▬▬▬ ▬▬ ▬▬▬▬ ▬▬▬ ▬▬ ▬▬▬ ▬▬▬▬ ▬▬ ▬▬▬ ▬▬ ▬▬▬▬ ▬▬▬ ▬▬ ▬▬▬▬ ▬▬▬ ▬▬ ▬▬▬▬▬ ▬▬ ▬▬▬ ▬▬▬▬ ▬▬ ▬▬▬ ▬▬ ▬▬▬▬▬ ▬▬ ▬▬▬ ▬▬▬▬ ▬▬ ▬▬▬▬ ▬▬▬ ▬▬ ▬▬▬ ▬▬▬▬ ▬▬ ▬▬▬ ▬▬ ▬▬▬▬ ▬▬▬ ▬▬ ▬▬▬▬ [6, 124, 162, 223]
section-name: খোলা কলাম [36, 8, 122, 28]
article-kicker: আলোচিত ভবিষ্যতের রাজনীতি [33, 71, 135, 80]
bottom-byline: কামাল মাহমুদ [315, 725, 365, 735]
article-author-note: লেখক : ইসলামবিষয়ক গবেষক [553, 644, 627, 652]
article-yunus-biden[interactable] [6, 48, 162, 224]
article-author: ইউসুফ-জুলেখা [125, 453, 162, 461]
bottom-body-continued: ▬▬▬ ▬▬ ▬▬▬▬ ▬▬ ▬▬▬ ▬▬▬▬▬ ▬▬ ▬▬▬ ▬▬ ▬▬▬▬ ▬▬▬ ▬▬ ▬▬▬▬ ▬▬▬ ▬▬ ▬▬▬▬▬ ▬▬ ▬▬▬ ▬▬▬▬ ▬▬ ▬▬▬ ▬▬ ▬▬▬▬▬ ▬▬ ▬▬▬ ▬▬▬▬ ▬▬ ▬▬▬▬ ▬▬▬ ▬▬ ▬▬▬ ▬▬▬▬ ▬▬ ▬▬▬ ▬▬ ▬▬▬▬ ▬▬▬ ▬▬ ▬▬▬▬ ▬▬▬ ▬▬ ▬▬▬▬▬ ▬▬ ▬▬▬ ▬▬▬▬ ▬▬ ▬▬▬ ▬▬ ▬▬▬▬▬ ▬▬ ▬▬▬ ▬▬▬▬ ▬▬ ▬▬▬▬ ▬▬▬ ▬▬ ▬▬▬ ▬▬▬▬ ▬▬ ▬▬▬ ▬▬ ▬▬▬▬ ▬▬▬ ▬▬ ▬▬▬▬ ▬▬▬ ▬▬ ▬▬▬▬▬ ▬▬ ▬▬▬ ▬▬▬▬ ▬▬ ▬▬▬ ▬▬ ▬▬▬▬▬ ▬▬ ▬▬▬ ▬▬▬▬ ▬▬ ▬▬▬▬ ▬▬▬ ▬▬ ▬▬▬ ▬▬▬▬ ▬▬ ▬▬▬ ▬▬ ▬▬▬▬ ▬▬▬ ▬▬ ▬▬▬▬ ▬▬▬ ▬▬ ▬▬▬▬▬ ▬▬ ▬▬▬ ▬▬▬▬ ▬▬ ▬▬▬ ▬▬ ▬▬▬▬▬ ▬▬ ▬▬▬ ▬▬▬▬ ▬▬ ▬▬▬▬ ▬▬▬ ▬▬ ▬▬▬ ▬▬▬▬ ▬▬ ▬▬▬ ▬▬ ▬▬▬▬ ▬▬▬ ▬▬ ▬▬▬▬ ▬▬▬ ▬▬ ▬▬▬▬▬ ▬▬ ▬▬▬ ▬▬▬▬ ▬▬ ▬▬▬ ▬▬ ▬▬▬▬▬ ▬▬ ▬▬▬ ▬▬▬▬ ▬▬ ▬▬▬▬ ▬▬▬ ▬▬ ▬▬▬ ▬▬▬▬ ▬▬ ▬▬▬ ▬▬ ▬▬▬▬ ▬▬▬ ▬▬ ▬▬▬▬ ▬▬▬ ▬▬ ▬▬▬▬▬ ▬▬ ▬▬▬ ▬▬▬▬ ▬▬ ▬▬▬ ▬▬ ▬▬▬▬▬ ▬▬ ▬▬▬ ▬▬▬▬ ▬▬ ▬▬▬▬ ▬▬▬ ▬▬ ▬▬▬ ▬▬▬▬ ▬▬ ▬▬▬ ▬▬ ▬▬▬▬ ▬▬▬ ▬▬ ▬▬▬▬ ▬▬▬ ▬▬ ▬▬▬▬▬ ▬▬ ▬▬▬ ▬▬▬▬ ▬▬ ▬▬▬ ▬▬ ▬▬▬▬▬ ▬▬ ▬▬▬ ▬▬▬▬ ▬▬ ▬▬▬▬ ▬▬▬ ▬▬ ▬▬▬ ▬▬▬▬ ▬▬ ▬▬▬ ▬▬ ▬▬▬▬ ▬▬▬ ▬▬ ▬▬▬▬ ▬▬▬ ▬▬ ▬▬▬▬▬ ▬▬ ▬▬▬ ▬▬▬▬ ▬▬ ▬▬▬ ▬▬ ▬▬▬▬▬ ▬▬ ▬▬▬ ▬▬▬▬ ▬▬ ▬▬▬▬ ▬▬▬ ▬▬ ▬▬▬ ▬▬▬▬ ▬▬ ▬▬▬ ▬▬ ▬▬▬▬ ▬▬▬ ▬▬ ▬▬▬▬ ▬▬▬ ▬▬ ▬▬▬▬▬ ▬▬ ▬▬▬ ▬▬▬▬ ▬▬ ▬▬▬ ▬▬ ▬▬▬▬▬ ▬▬ ▬▬▬ ▬▬▬▬ ▬▬ ▬▬▬▬ ▬▬▬ ▬▬ ▬▬▬ ▬▬▬▬ ▬▬ ▬▬▬ ▬▬ ▬▬▬▬ ▬▬▬ ▬▬ ▬▬▬▬ ▬▬▬ ▬▬ ▬▬▬▬▬ ▬▬ ▬▬▬ ▬▬▬▬ ▬▬ ▬▬▬ ▬▬ ▬▬▬▬▬ ▬▬ ▬▬▬ ▬▬▬▬ ▬▬ ▬▬▬▬ ▬▬▬ ▬▬ ▬▬▬ ▬▬▬▬ ▬▬ ▬▬▬ ▬▬ ▬▬▬▬ ▬▬▬ ▬▬ ▬▬▬▬ ▬▬▬ ▬▬ ▬▬▬▬▬ ▬▬ ▬▬▬ ▬▬▬▬ [404, 755, 644, 906]
